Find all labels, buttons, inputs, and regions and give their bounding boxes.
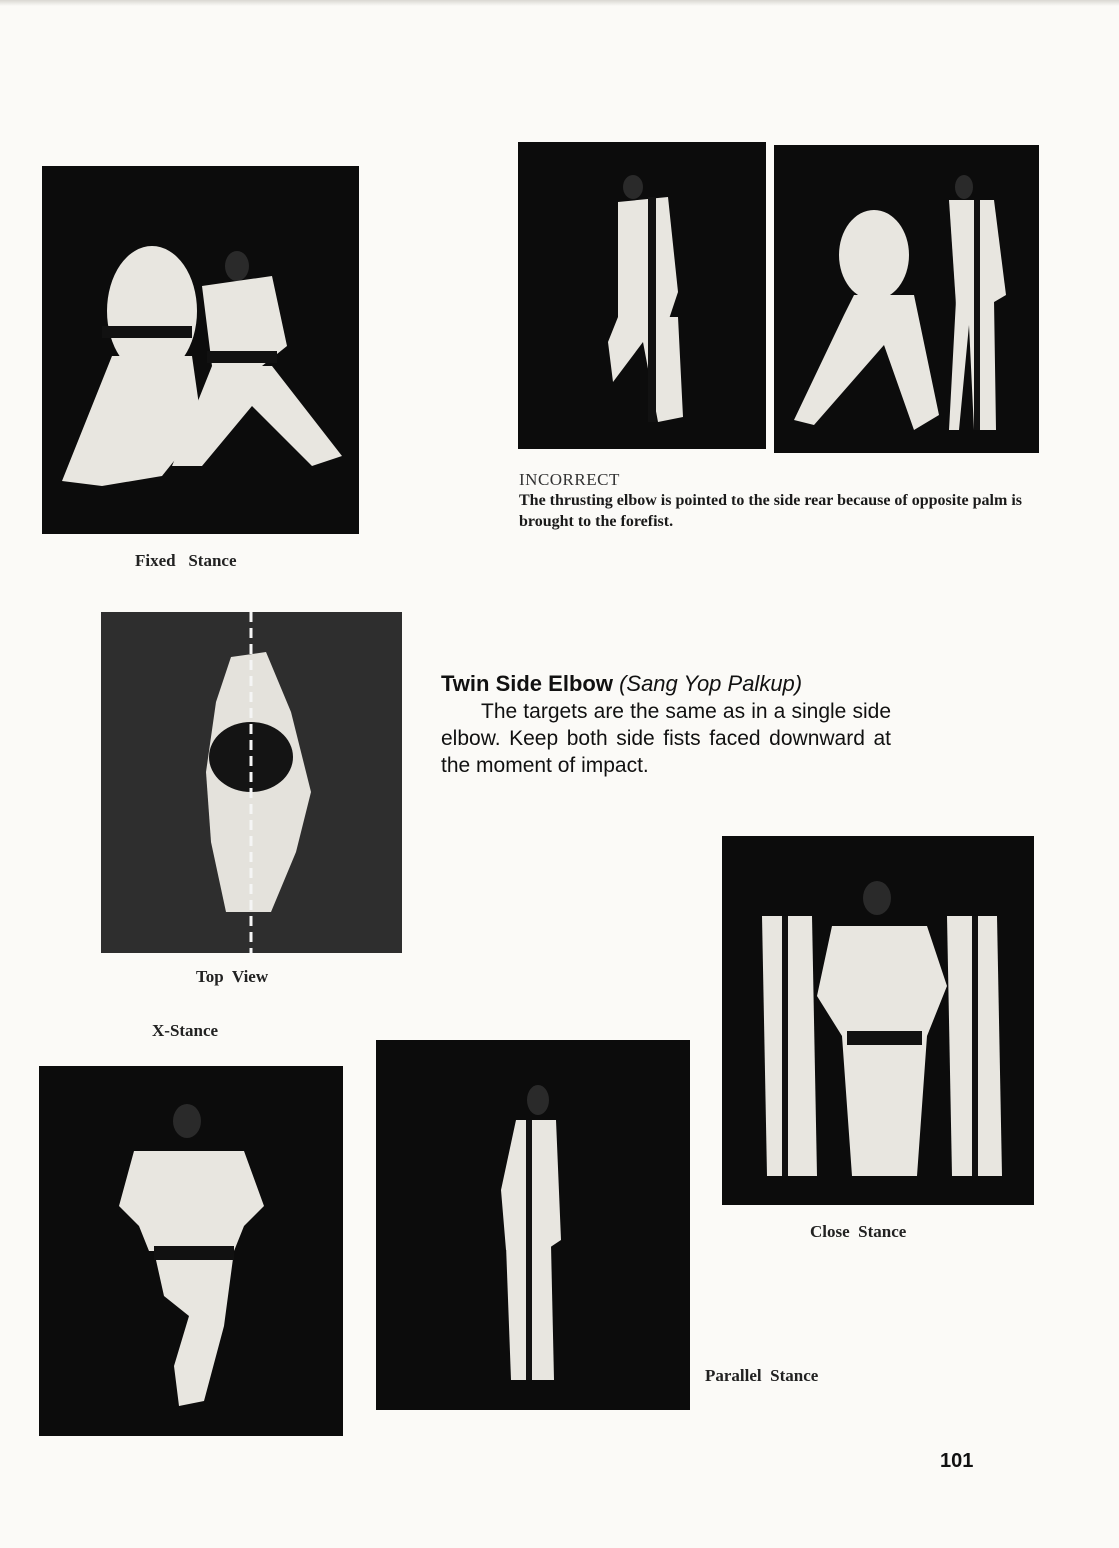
fixed-stance-photo: [42, 166, 359, 534]
incorrect-photo-front: [518, 142, 766, 449]
top-view-caption: Top View: [196, 967, 269, 986]
incorrect-note: [519, 470, 1059, 532]
incorrect-body: The thrusting elbow is pointed to the side rear because of opposite palm is brought to the forefist.: [519, 492, 1022, 530]
section-title: [441, 670, 891, 698]
section-body: The targets are the same as in a single side elbow. Keep both side fists faced downward at the moment of impact.: [441, 700, 891, 777]
x-stance-photo: [39, 1066, 343, 1436]
close-stance-photo: [722, 836, 1034, 1205]
fixed-stance-caption: Fixed Stance: [135, 551, 237, 570]
top-edge: [0, 0, 1119, 6]
x-stance-caption: X-Stance: [152, 1021, 219, 1040]
incorrect-heading: INCORRECT: [519, 470, 620, 489]
incorrect-photo-pair: [774, 145, 1039, 453]
parallel-stance-caption: Parallel Stance: [705, 1366, 819, 1385]
section-title-sub: (Sang Yop Palkup): [619, 671, 803, 696]
parallel-stance-photo: [376, 1040, 690, 1410]
top-view-photo: [101, 612, 402, 953]
twin-side-elbow-section: [441, 670, 891, 779]
close-stance-caption: Close Stance: [810, 1222, 907, 1241]
section-title-main: Twin Side Elbow: [441, 671, 613, 696]
page-number: 101: [940, 1450, 974, 1472]
